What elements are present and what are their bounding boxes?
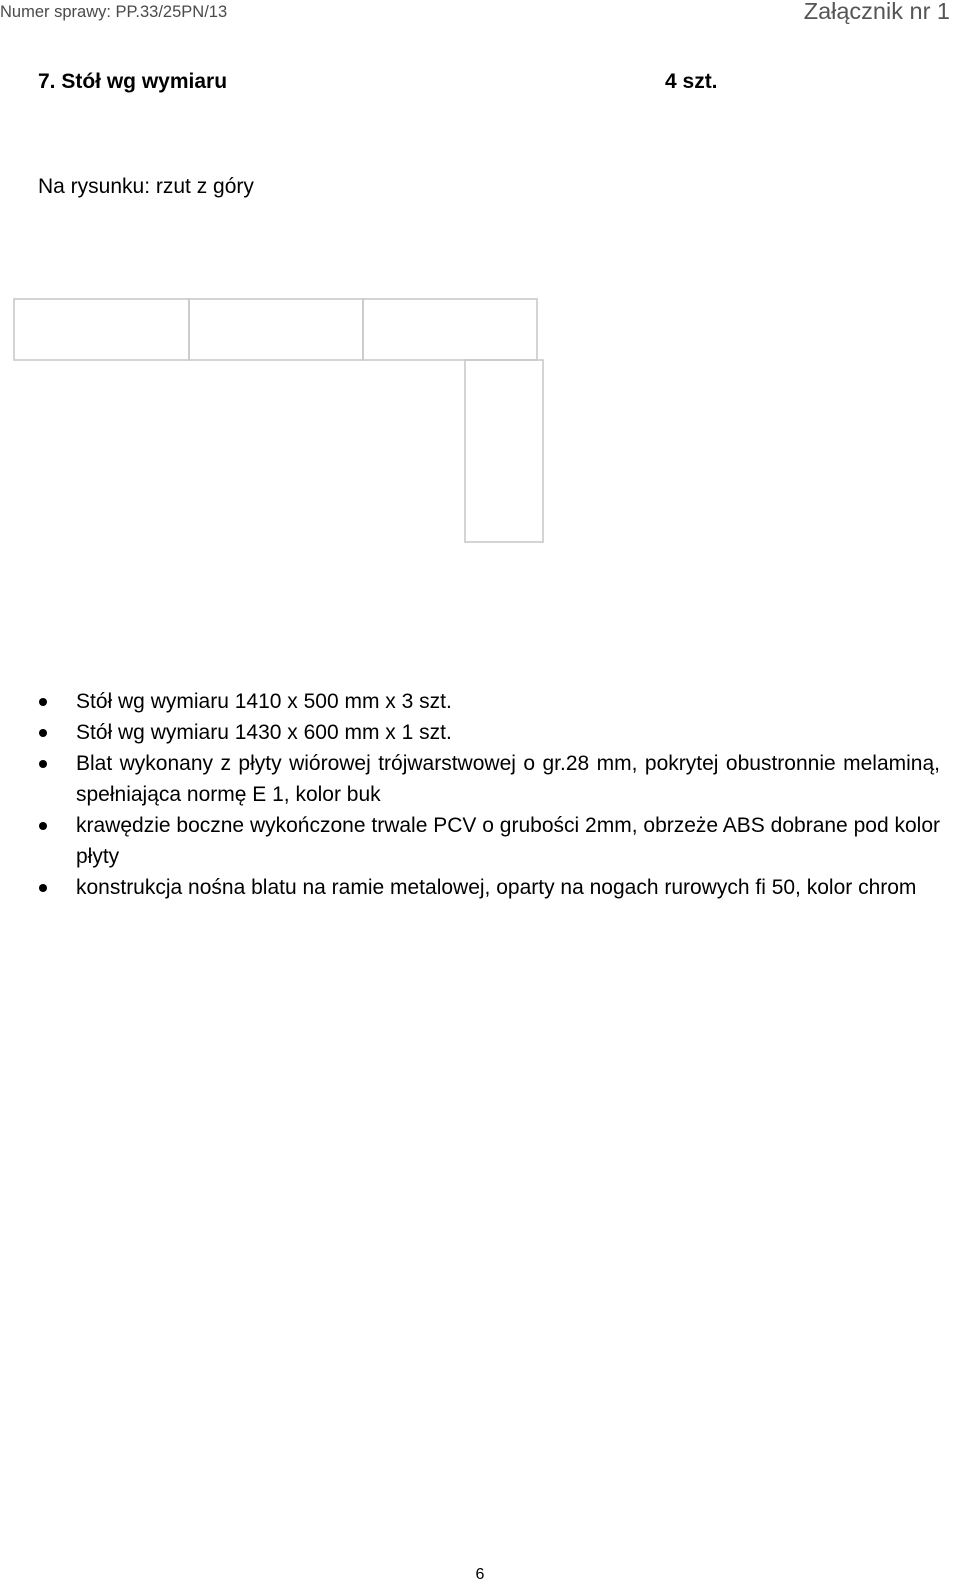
spec-item — [0, 872, 960, 903]
spec-item — [0, 748, 960, 810]
spec-text: Stół wg wymiaru 1410 x 500 mm x 3 szt. — [76, 690, 452, 713]
case-number: Numer sprawy: PP.33/25PN/13 — [0, 3, 228, 21]
table-outline-1 — [14, 299, 189, 360]
page-number: 6 — [475, 1566, 485, 1583]
bullet-icon — [39, 729, 47, 737]
table-outline-3 — [363, 299, 537, 360]
spec-text: Stół wg wymiaru 1430 x 600 mm x 1 szt. — [76, 721, 452, 744]
table-outline-2 — [189, 299, 363, 360]
bullet-icon — [39, 698, 47, 706]
spec-text: krawędzie boczne wykończone trwale PCV o grubości 2mm, obrzeże ABS dobrane pod kolor płyty — [76, 814, 940, 868]
bullet-icon — [39, 760, 47, 768]
table-outline-4 — [465, 360, 543, 542]
spec-item — [0, 686, 960, 717]
drawing-caption: Na rysunku: rzut z góry — [38, 175, 254, 198]
item-title: 7. Stół wg wymiaru — [38, 70, 228, 93]
item-quantity: 4 szt. — [665, 70, 718, 93]
bullet-icon — [39, 884, 47, 892]
bullet-icon — [39, 822, 47, 830]
attachment-label: Załącznik nr 1 — [803, 0, 950, 24]
spec-text: Blat wykonany z płyty wiórowej trójwarstwowej o gr.28 mm, pokrytej obustronnie melaminą, spełniająca normę E 1, kolor buk — [76, 752, 940, 806]
spec-item — [0, 717, 960, 748]
spec-item — [0, 810, 960, 872]
spec-list — [0, 686, 960, 903]
spec-text: konstrukcja nośna blatu na ramie metalowej, oparty na nogach rurowych fi 50, kolor chrom — [76, 876, 917, 899]
